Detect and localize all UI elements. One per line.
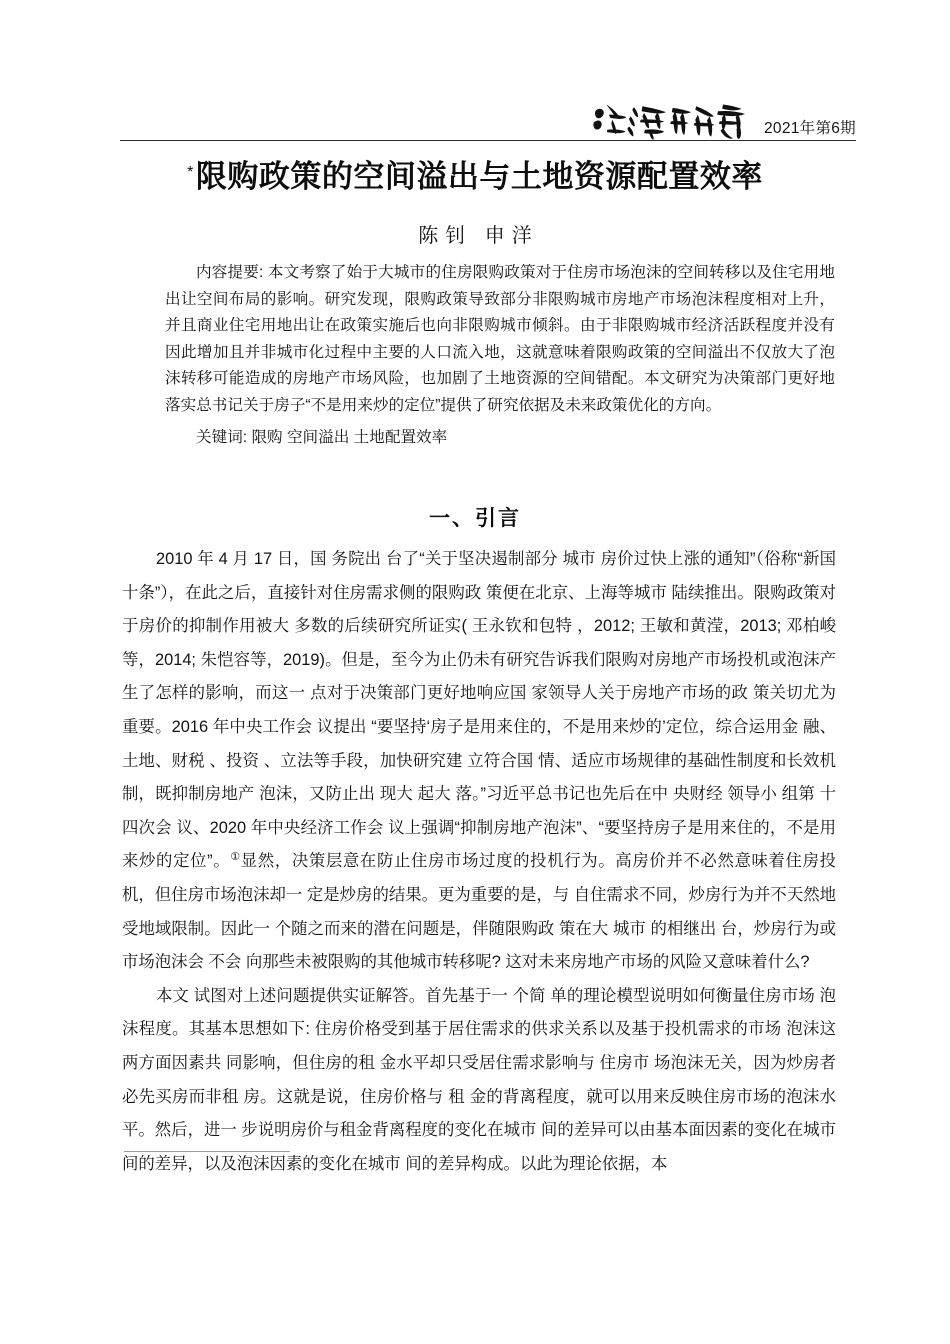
abstract-block	[165, 260, 835, 452]
body-paragraph-1	[122, 543, 836, 980]
title-footnote-star: *	[187, 164, 194, 181]
header-divider	[120, 140, 856, 141]
title-block	[0, 158, 950, 248]
footnote-reference-1: ①	[230, 851, 241, 864]
section-heading-introduction: 一、引言	[429, 507, 521, 530]
running-head	[120, 88, 856, 140]
paragraph-1-part-a: 2010 年 4 月 17 日，国 务院出 台了“关于坚决遏制部分 城市 房价过快上涨的通知”（俗称“新国 十条”），在此之后，直接针对住房需求侧的限购政 策便在北京、上海等城市 陆续推出。限购政策对于房价的抑制作用被大 多数的后续研究所证实( 王永钦和包特 ，2012; 王敏和黄滢，2013; 邓柏峻等，2014; 朱恺容等，2019)。但是，至今为止仍未有研究告诉我们限购对房地产市场投机或泡沫产 生了怎样的影响，而这一 点对于决策部门更好地响应国 家领导人关于房地产市场的政 策关切尤为重要。2016 年中央工作会 议提出 “要坚持‘房子是用来住的，不是用来炒的’定位，综合运用金 融、土地、财税 、投资 、立法等手段，加快研究建 立符合国 情、适应市场规律的基础性制度和长效机制，既抑制房地产 泡沫，又防止出 现大 起大 落。”习近平总书记也先后在中 央财经 领导小 组第 十四次会 议、2020 年中央经济工作会 议上强调“抑制房地产泡沫”、“要坚持房子是用来住的，不是用来炒的定位”。	[122, 550, 836, 871]
author-list: 陈钊 申洋	[418, 224, 539, 247]
abstract-text: 内容提要: 本文考察了始于大城市的住房限购政策对于住房市场泡沫的空间转移以及住宅用地出让空间布局的影响。研究发现，限购政策导致部分非限购城市房地产市场泡沫程度相对上升，并且商业住宅用地出让在政策实施后也向非限购城市倾斜。由于非限购城市经济活跃程度并没有因此增加且并非城市化过程中主要的人口流入地，这就意味着限购政策的空间溢出不仅放大了泡沫转移可能造成的房地产市场风险，也加剧了土地资源的空间错配。本文研究为决策部门更好地落实总书记关于房子“不是用来炒的定位”提供了研究依据及未来政策优化的方向。	[165, 264, 835, 414]
journal-calligraphy-logo-icon	[592, 96, 760, 140]
page-title	[0, 158, 950, 197]
keywords-text: 关键词: 限购 空间溢出 土地配置效率	[196, 429, 448, 446]
body-paragraph-2: 本文 试图对上述问题提供实证解答。首先基于一 个简 单的理论模型说明如何衡量住房市场 泡沫程度。其基本思想如下: 住房价格受到基于居住需求的供求关系以及基于投机需求的市场 泡沫这两方面因素共 同影响，但住房的租 金水平却只受居住需求影响与 住房市 场泡沫无关，因为炒房者必先买房而非租 房。这就是说，住房价格与 租 金的背离程度，就可以用来反映住房市场的泡沫水平。然后，进一 步说明房价与租金背离程度的变化在城市 间的差异可以由基本面因素的变化在城市 间的差异，以及泡沫因素的变化在城市 间的差异构成。以此为理论依据，本	[122, 986, 836, 1173]
body-text	[122, 543, 836, 1181]
issue-label: 2021年第6期	[763, 119, 856, 137]
title-text: 限购政策的空间溢出与土地资源配置效率	[195, 159, 763, 194]
paragraph-1-part-b: 显然，决策层意在防止住房市场过度的投机行为。高房价并不必然意味着住房投机，但住房市场泡沫却一 定是炒房的结果。更为重要的是，与 自住需求不同，炒房行为并不天然地受地域限制。因此一 个随之而来的潜在问题是，伴随限购政 策在大 城市 的相继出 台，炒房行为或市场泡沫会 不会 向那些未被限购的其他城市转移呢? 这对未来房地产市场的风险又意味着什么?	[122, 852, 836, 972]
footnote-separator	[124, 1151, 290, 1152]
